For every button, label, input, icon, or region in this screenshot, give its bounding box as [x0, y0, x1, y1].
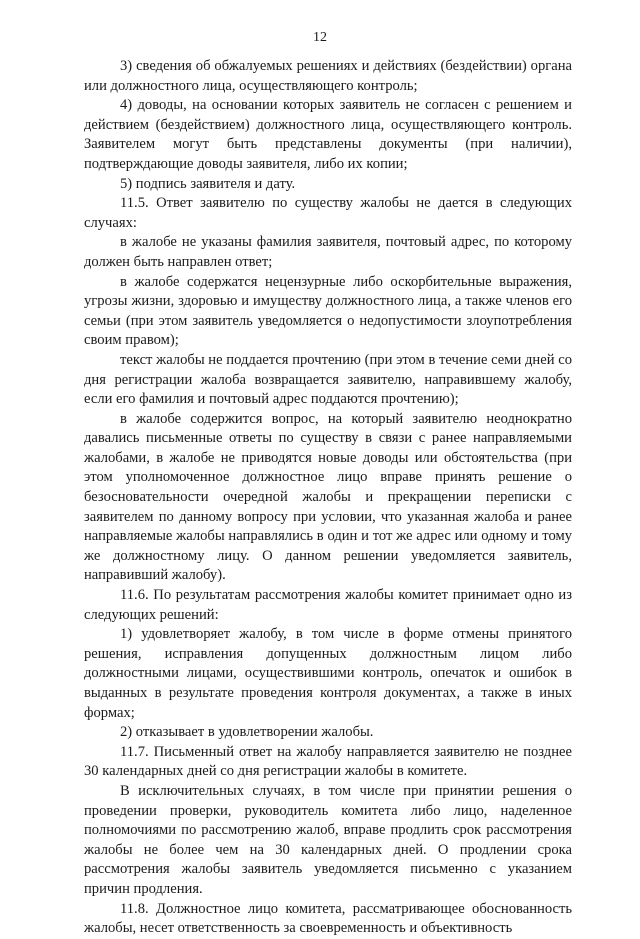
paragraph: текст жалобы не поддается прочтению (при этом в течение семи дней со дня регистрации жалоба возвращается заявителю, направившему жалобу, если его фамилия и почтовый адрес поддаются прочтению); [84, 351, 572, 408]
paragraph: 4) доводы, на основании которых заявитель не согласен с решением и действием (бездействием) должностного лица, осуществляющего контроль. Заявителем могут быть представлены документы (при наличии), подтверждающие доводы заявителя, либо их копии; [84, 97, 572, 172]
paragraph: 2) отказывает в удовлетворении жалобы. [120, 724, 374, 741]
paragraph: 11.8. Должностное лицо комитета, рассматривающее обоснованность жалобы, несет ответственность за своевременность и объективность [84, 900, 572, 937]
paragraph: 1) удовлетворяет жалобу, в том числе в форме отмены принятого решения, исправления допущенных должностным лицом либо должностными лицами, осуществившими контроль, опечаток и ошибок в выданных в результате проведения контроля документах, а также в иных формах; [84, 626, 572, 721]
paragraph: 11.5. Ответ заявителю по существу жалобы не дается в следующих случаях: [84, 195, 572, 231]
paragraph: 11.7. Письменный ответ на жалобу направляется заявителю не позднее 30 календарных дней со дня регистрации жалобы в комитете. [84, 743, 572, 780]
paragraph: в жалобе не указаны фамилия заявителя, почтовый адрес, по которому должен быть направлен ответ; [84, 234, 572, 270]
paragraph: 3) сведения об обжалуемых решениях и действиях (бездействии) органа или должностного лица, осуществляющего контроль; [84, 58, 572, 94]
paragraph: 11.6. По результатам рассмотрения жалобы комитет принимает одно из следующих решений: [84, 587, 572, 623]
paragraph: В исключительных случаях, в том числе при принятии решения о проведении проверки, руководитель комитета либо лицо, наделенное полномочиями по рассмотрению жалоб, вправе продлить срок рассмотрения жалобы не более чем на 30 календарных дней. О продлении срока рассмотрения жалобы заявитель уведомляется письменно с указанием причин продления. [84, 782, 572, 897]
paragraph: 5) подпись заявителя и дату. [120, 175, 296, 192]
paragraph: в жалобе содержатся нецензурные либо оскорбительные выражения, угрозы жизни, здоровью и имуществу должностного лица, а также членов его семьи (при этом заявитель уведомляется о недопустимости злоупотребления своим правом); [84, 273, 572, 349]
paragraph: в жалобе содержится вопрос, на который заявителю неоднократно давались письменные ответы по существу в связи с ранее направляемыми жалобами, в жалобе не приводятся новые доводы или обстоятельства (при этом уполномоченное должностное лицо вправе принять решение о безосновательности очередной жалобы и прекращении переписки с заявителем по данному вопросу при условии, что указанная жалоба и ранее направляемые жалобы направлялись в один и тот же адрес или одному и тому же должностному лицу. О данном решении уведомляется заявитель, направивший жалобу). [84, 410, 572, 584]
page-number: 12 [313, 30, 327, 45]
document-body [84, 57, 572, 939]
